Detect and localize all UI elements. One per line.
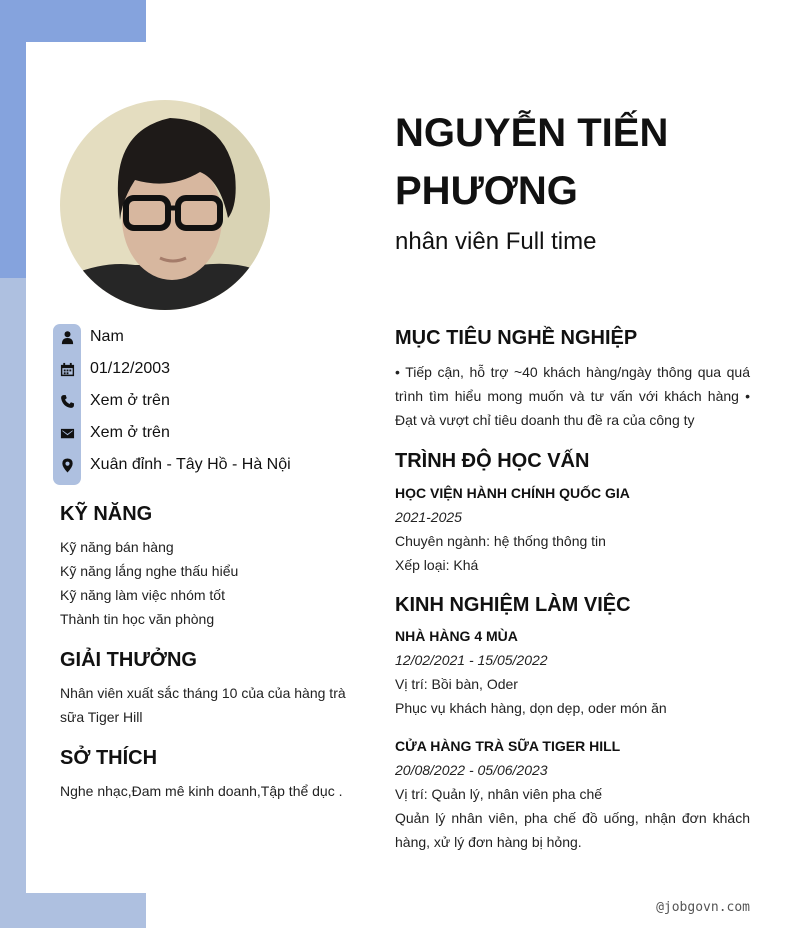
phone-icon xyxy=(53,389,81,413)
education-block xyxy=(395,481,750,577)
location-icon xyxy=(53,453,81,477)
contact-email xyxy=(53,421,170,445)
calendar-icon xyxy=(53,357,81,381)
job-description: Phục vụ khách hàng, dọn dẹp, oder món ăn xyxy=(395,700,667,716)
mail-icon xyxy=(53,421,81,445)
objective-text: • Tiếp cận, hỗ trợ ~40 khách hàng/ngày thông qua quá trình tìm hiểu mong muốn và tư vấn với khách hàng • Đạt và vượt chỉ tiêu doanh thu đề ra của công ty xyxy=(395,364,750,428)
education-major: Chuyên ngành: hệ thống thông tin xyxy=(395,533,606,549)
footer-watermark: @jobgovn.com xyxy=(656,900,750,915)
job-position: Vị trí: Bồi bàn, Oder xyxy=(395,676,518,692)
candidate-name: NGUYỄN TIẾN PHƯƠNG xyxy=(395,111,669,213)
person-icon xyxy=(53,325,81,349)
contact-email-value: Xem ở trên xyxy=(90,424,170,441)
profile-photo xyxy=(60,100,270,310)
hobbies-heading: SỞ THÍCH xyxy=(60,747,158,769)
contact-address xyxy=(53,453,291,477)
education-grade: Xếp loại: Khá xyxy=(395,557,479,573)
contact-address-value: Xuân đỉnh - Tây Hồ - Hà Nội xyxy=(90,456,291,473)
experience-heading: KINH NGHIỆM LÀM VIỆC xyxy=(395,594,631,616)
school-name: HỌC VIỆN HÀNH CHÍNH QUỐC GIA xyxy=(395,485,630,501)
experience-job-2 xyxy=(395,734,750,854)
job-period: 12/02/2021 - 15/05/2022 xyxy=(395,652,548,668)
company-name: CỬA HÀNG TRÀ SỮA TIGER HILL xyxy=(395,738,621,754)
skill-item: Thành tin học văn phòng xyxy=(60,611,215,627)
education-period: 2021-2025 xyxy=(395,509,462,525)
education-heading: TRÌNH ĐỘ HỌC VẤN xyxy=(395,450,590,472)
skills-heading: KỸ NĂNG xyxy=(60,503,153,525)
contact-gender-value: Nam xyxy=(90,328,124,345)
company-name: NHÀ HÀNG 4 MÙA xyxy=(395,628,518,644)
skills-list xyxy=(60,535,360,631)
contact-phone xyxy=(53,389,170,413)
contact-birthdate-value: 01/12/2003 xyxy=(90,360,171,377)
job-title: nhân viên Full time xyxy=(395,228,597,255)
awards-heading: GIẢI THƯỞNG xyxy=(60,649,197,671)
awards-text: Nhân viên xuất sắc tháng 10 của của hàng trà sữa Tiger Hill xyxy=(60,685,346,725)
hobbies-text: Nghe nhạc,Đam mê kinh doanh,Tập thể dục . xyxy=(60,783,343,799)
job-position: Vị trí: Quản lý, nhân viên pha chế xyxy=(395,786,603,802)
job-period: 20/08/2022 - 05/06/2023 xyxy=(395,762,548,778)
experience-job-1 xyxy=(395,624,750,720)
job-description: Quản lý nhân viên, pha chế đồ uống, nhận đơn khách hàng, xử lý đơn hàng bị hỏng. xyxy=(395,810,750,850)
skill-item: Kỹ năng lắng nghe thấu hiểu xyxy=(60,563,239,579)
contact-phone-value: Xem ở trên xyxy=(90,392,170,409)
objective-heading: MỤC TIÊU NGHỀ NGHIỆP xyxy=(395,327,638,349)
contact-birthdate xyxy=(53,357,170,381)
contact-gender xyxy=(53,325,124,349)
skill-item: Kỹ năng bán hàng xyxy=(60,539,174,555)
skill-item: Kỹ năng làm việc nhóm tốt xyxy=(60,587,225,603)
